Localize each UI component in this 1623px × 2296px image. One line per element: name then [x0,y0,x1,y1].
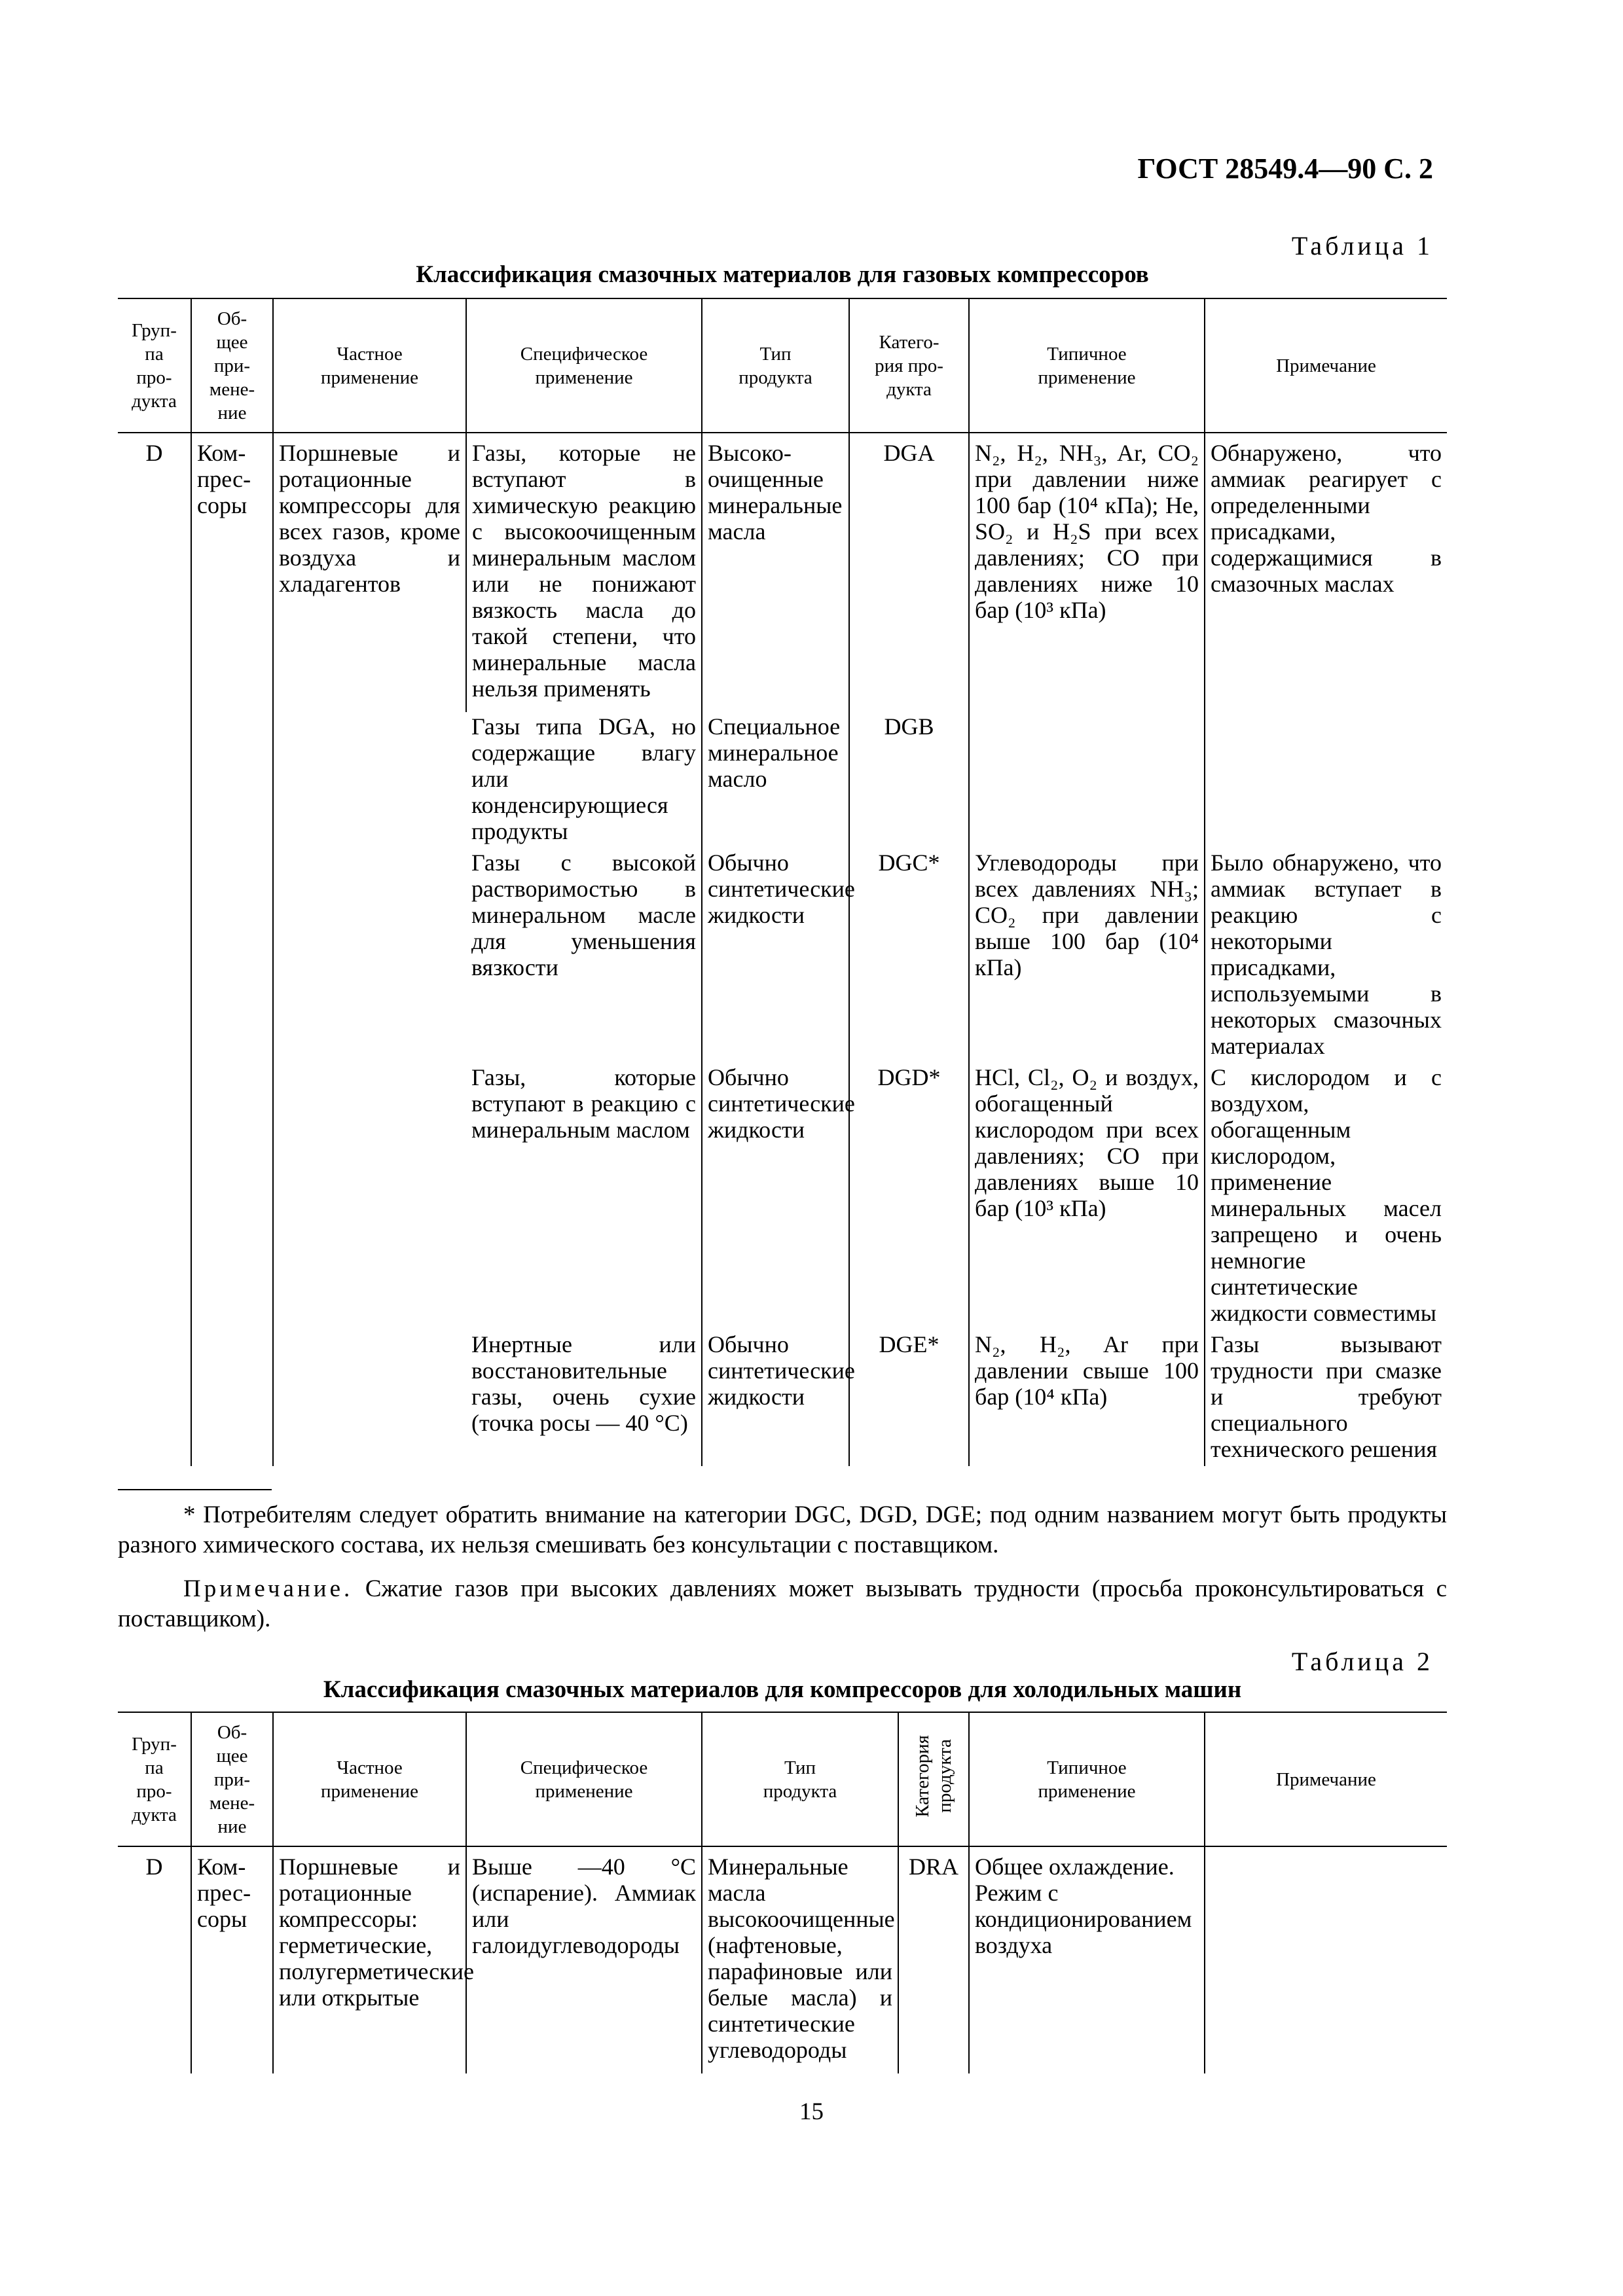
table1-note [118,1574,1447,1634]
note-label: Примечание. [183,1575,354,1602]
t2-col-note: Примечание [1205,1712,1447,1846]
t1-col-category: Катего- рия про- дукта [849,298,969,433]
t1-type: Специальное минеральное масло [702,712,849,848]
t1-col-typical: Типичное применение [969,298,1205,433]
t2-category: DRA [898,1846,969,2073]
t2-col-type: Тип продукта [702,1712,898,1846]
footnote-rule [118,1489,272,1490]
t1-note: С кислородом и с воздухом, обогащенным кислородом, применение минеральных масел запрещено и очень немногие синтетические жидкости совместимы [1205,1063,1447,1330]
t1-category: DGA [849,433,969,712]
t1-category: DGE* [849,1330,969,1466]
table1-title: Классификация смазочных материалов для газовых компрессоров [416,261,1149,288]
t1-type: Высоко-очищенные минеральные масла [702,433,849,712]
t1-typical [969,712,1205,848]
t1-type: Обычно синтетические жидкости [702,1330,849,1466]
t2-col-typical: Типичное применение [969,1712,1205,1846]
t1-col-note: Примечание [1205,298,1447,433]
t1-typical: Углеводороды при всех давлениях NH₃; CO₂ при давлении выше 100 бар (10⁴ кПа) [969,848,1205,1063]
t1-col-type: Тип продукта [702,298,849,433]
table2-number: Таблица 2 [1291,1647,1433,1676]
table1-number: Таблица 1 [1291,231,1433,260]
t1-note [1205,712,1447,848]
t1-col-general: Об- щее при- мене- ние [191,298,273,433]
table1 [118,298,1447,1466]
t1-note: Было обнаружено, что аммиак вступает в реакцию с некоторыми присадками, используемыми в некоторых смазочных материалах [1205,848,1447,1063]
note-text: Сжатие газов при высоких давлениях может вызывать трудности (просьба проконсультироваться с поставщиком). [118,1575,1448,1632]
t1-type: Обычно синтетические жидкости [702,848,849,1063]
t1-specific: Газы с высокой растворимостью в минеральном масле для уменьшения вязкости [471,850,696,980]
table2 [118,1712,1447,2073]
t1-specific: Газы, которые не вступают в химическую реакцию с высокоочищенным минеральным маслом или не понижают вязкость масла до такой степени, что минеральные масла нельзя применять [466,433,702,712]
document-header: ГОСТ 28549.4—90 С. 2 [1137,152,1433,185]
table-row [118,433,1447,712]
t1-col-specific: Специфическое применение [466,298,702,433]
t1-col-group: Груп- па про- дукта [118,298,191,433]
t2-note [1205,1846,1447,2073]
table-row [118,1846,1447,2073]
page-number: 15 [799,2098,824,2125]
t1-note: Обнаружено, что аммиак реагирует с определенными присадками, содержащимися в смазочных маслах [1205,433,1447,712]
t2-type: Минеральные масла высокоочищенные (нафтеновые, парафиновые или белые масла) и синтетические углеводороды [702,1846,898,2073]
t1-category: DGD* [849,1063,969,1330]
t2-col-particular: Частное применение [273,1712,466,1846]
t2-particular: Поршневые и ротационные компрессоры: герметические, полугерметические или открытые [273,1846,466,2073]
t2-col-specific: Специфическое применение [466,1712,702,1846]
t1-specific: Инертные или восстановительные газы, очень сухие (точка росы — 40 °С) [471,1331,696,1436]
t2-group: D [145,1854,163,1880]
t1-typical: HCl, Cl₂, O₂ и воздух, обогащенный кислородом при всех давлениях; CO при давлениях выше 10 бар (10³ кПа) [969,1063,1205,1330]
t2-general: Ком- прес- соры [191,1846,273,2073]
t2-col-group: Груп- па про- дукта [118,1712,191,1846]
t2-col-general: Об- щее при- мене- ние [191,1712,273,1846]
t1-general: Ком- прес- соры [191,433,273,1466]
t1-group: D [145,440,163,466]
t2-specific: Выше —40 °С (испарение). Аммиак или галоидуглеводороды [466,1846,702,2073]
t1-typical: N₂, H₂, Ar при давлении свыше 100 бар (10⁴ кПа) [969,1330,1205,1466]
t1-specific: Газы типа DGA, но содержащие влагу или конденсирующиеся продукты [471,713,696,844]
t1-specific: Газы, которые вступают в реакцию с минеральным маслом [471,1064,696,1143]
table2-title: Классификация смазочных материалов для компрессоров для холодильных машин [323,1676,1242,1703]
t1-note: Газы вызывают трудности при смазке и требуют специального технического решения [1205,1330,1447,1466]
t1-particular: Поршневые и ротационные компрессоры для всех газов, кроме воздуха и хладагентов [273,433,466,1466]
t2-col-category: Категория продукта [898,1712,969,1846]
t1-category: DGB [849,712,969,848]
footnote: * Потребителям следует обратить внимание на категории DGC, DGD, DGE; под одним названием могут быть продукты разного химического состава, их нельзя смешивать без консультации с поставщиком. [118,1501,1447,1558]
t1-type: Обычно синтетические жидкости [702,1063,849,1330]
t1-category: DGC* [849,848,969,1063]
t2-typical: Общее охлаждение. Режим с кондиционированием воздуха [969,1846,1205,2073]
t1-col-particular: Частное применение [273,298,466,433]
t1-typical: N₂, H₂, NH₃, Ar, CO₂ при давлении ниже 100 бар (10⁴ кПа); He, SO₂ и H₂S при всех давлениях; CO при давлениях ниже 10 бар (10³ кПа) [969,433,1205,712]
